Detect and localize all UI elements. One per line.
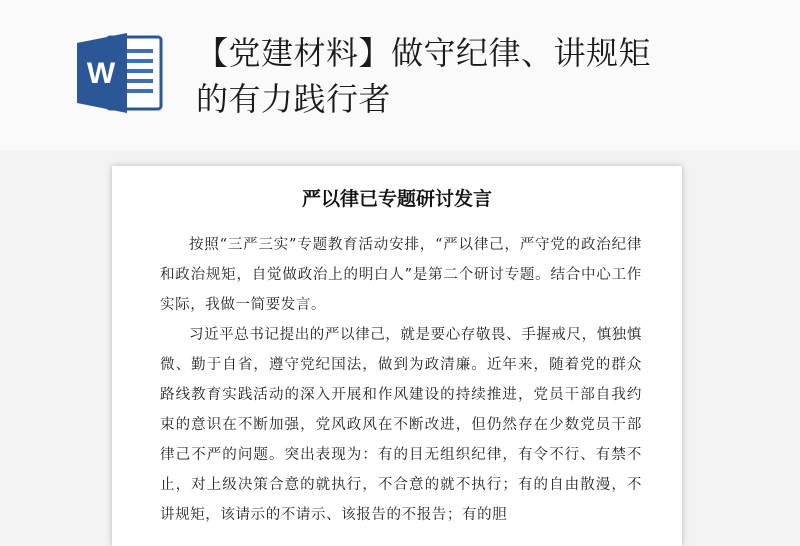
document-paragraph-2: 习近平总书记提出的严以律己，就是要心存敬畏、手握戒尺，慎独慎微、勤于自省，遵守党纪国法，做到为政清廉。近年来，随着党的群众路线教育实践活动的深入开展和作风建设的持续推进，党员干部自我约束的意识在不断加强，党风政风在不断改进，但仍然存在少数党员干部律己不严的问题。突出表现为：有的目无组织纪律，有令不行、有禁不止，对上级决策合意的就执行，不合意的就不执行；有的自由散漫，不讲规矩，该请示的不请示、该报告的不报告；有的胆 [160, 327, 642, 523]
word-document-icon [77, 33, 165, 113]
document-preview-page [112, 166, 682, 546]
document-paragraph-1: 按照“三严三实”专题教育活动安排，“严以律己，严守党的政治纪律和政治规矩，自觉做政治上的明白人”是第二个研讨专题。结合中心工作实际，我做一简要发言。 [160, 237, 642, 313]
svg-text:W: W [86, 57, 116, 90]
document-title: 严以律已专题研讨发言 [301, 188, 492, 210]
header-banner [0, 0, 800, 150]
page-title-line-2: 的有力践行者 [196, 80, 392, 118]
page-title [196, 30, 756, 122]
document-body [160, 230, 642, 530]
page-title-line-1: 【党建材料】做守纪律、讲规矩 [196, 34, 652, 72]
